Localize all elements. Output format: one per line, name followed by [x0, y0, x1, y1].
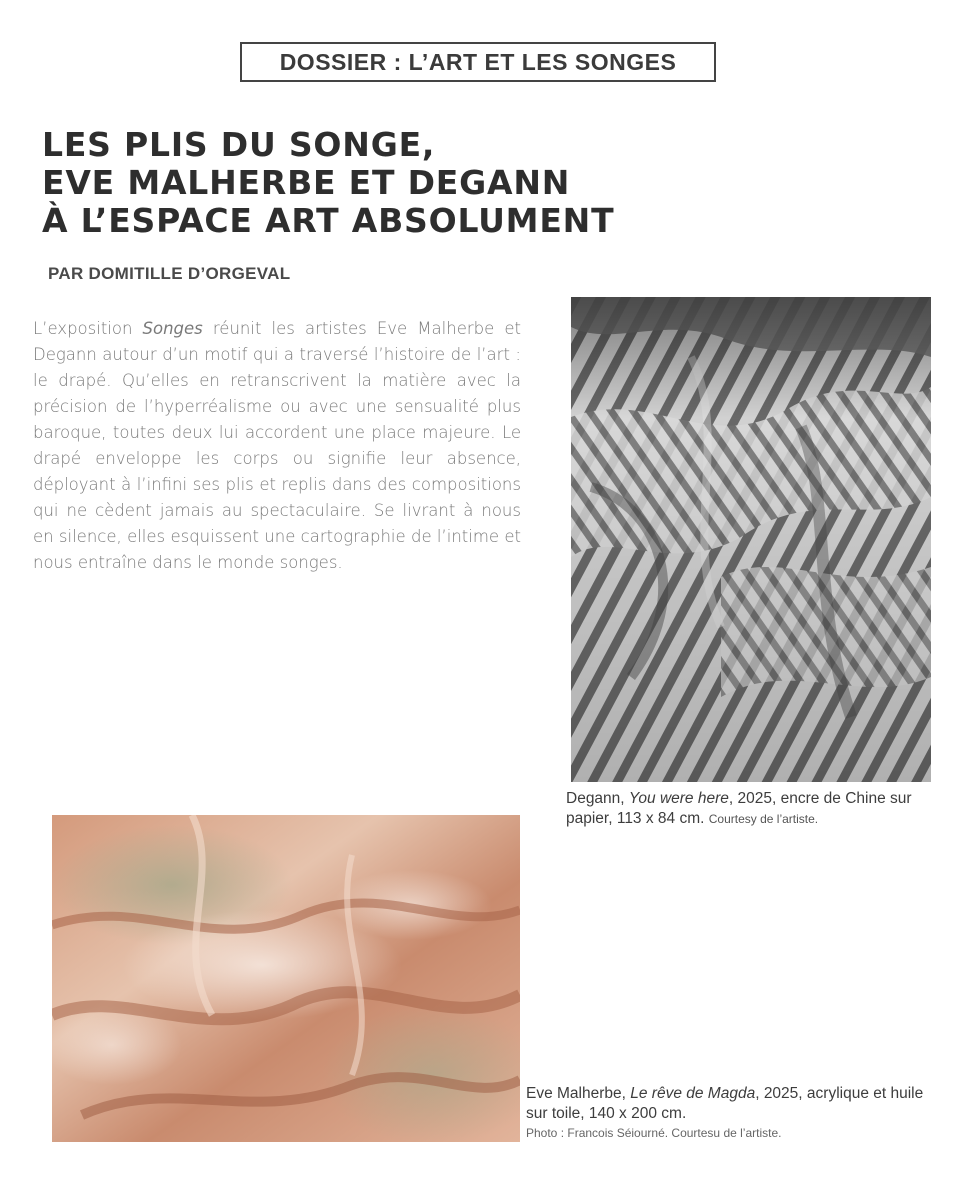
- degann-artwork-image: [571, 297, 931, 782]
- title-line: EVE MALHERBE ET DEGANN: [42, 163, 571, 202]
- dossier-header: DOSSIER : L’ART ET LES SONGES: [240, 42, 716, 82]
- artwork-title: Le rêve de Magda: [630, 1085, 756, 1102]
- body-text-rest: réunit les artistes Eve Malherbe et Degann autour d’un motif qui a traversé l’histoire de l’art : le drapé. Qu’elles en retranscrivent la matière avec la précision de l’hyperréalisme ou avec une sensualité plus baroque, toutes deux lui accordent une place majeure. Le drapé enveloppe les corps ou signifie leur absence, déployant à l’infini ses plis et replis dans des compositions qui ne cèdent jamais au spectaculaire. Se livrant à nous en silence, elles esquissent une cartographie de l’intime et nous entraîne dans le monde songes.: [33, 319, 521, 572]
- malherbe-caption: [526, 1084, 946, 1141]
- artwork-details: , 2025, encre de Chine sur papier, 113 x 84 cm.: [566, 790, 912, 827]
- article-author: PAR DOMITILLE D’ORGEVAL: [48, 264, 291, 283]
- artwork-details: , 2025, acrylique et huile sur toile, 140 x 200 cm.: [526, 1085, 924, 1122]
- degann-caption: [566, 789, 946, 829]
- article-body: [33, 316, 521, 576]
- malherbe-artwork-image: [52, 815, 520, 1142]
- artwork-credit: Courtesy de l’artiste.: [708, 812, 819, 826]
- exhibition-title: Songes: [142, 319, 203, 338]
- article-title: [42, 126, 614, 240]
- title-line: À L’ESPACE ART ABSOLUMENT: [42, 201, 615, 240]
- photo-credit: Photo : Francois Séiourné. Courtesu de l’artiste.: [526, 1126, 782, 1140]
- artwork-title: You were here: [628, 790, 729, 807]
- body-text-start: L’exposition: [33, 319, 143, 338]
- artist-name: Eve Malherbe,: [526, 1085, 631, 1102]
- artist-name: Degann,: [566, 790, 629, 807]
- title-line: LES PLIS DU SONGE,: [42, 125, 436, 164]
